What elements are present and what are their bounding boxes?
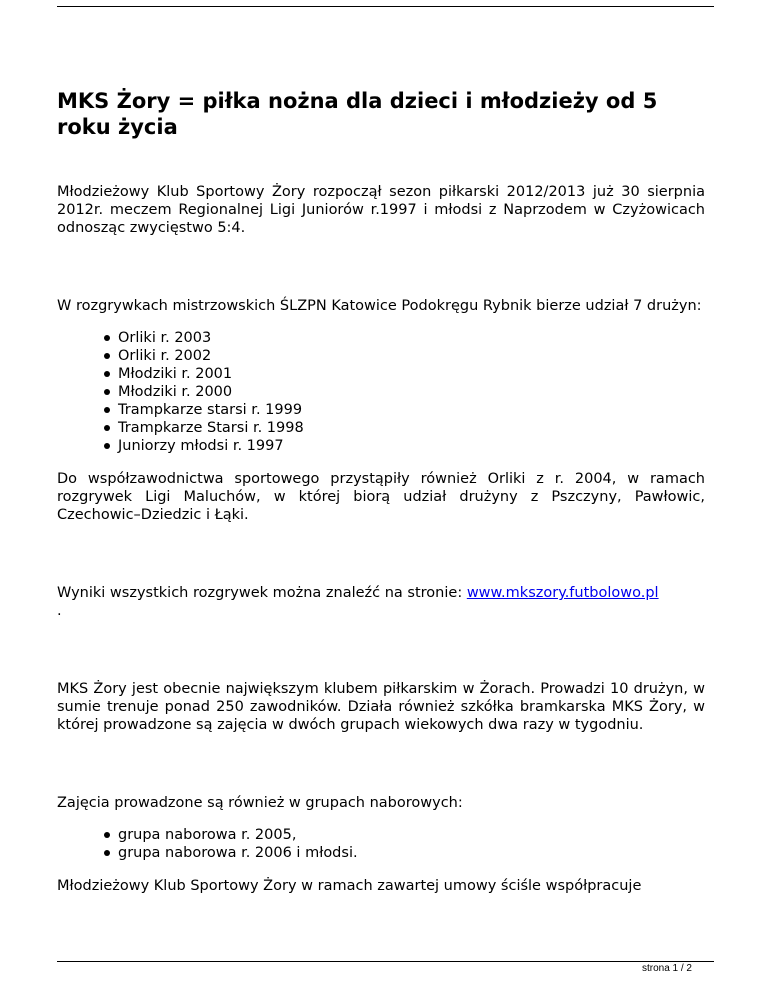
groups-list [57,826,705,862]
list-item: Orliki r. 2002 [118,347,705,365]
list-item: Trampkarze starsi r. 1999 [118,401,705,419]
list-item: grupa naborowa r. 2006 i młodsi. [118,844,705,862]
page-title: MKS Żory = piłka nożna dla dzieci i młodzieży od 5 roku życia [57,89,658,139]
paragraph-results [57,584,705,620]
paragraph-groups-intro: Zajęcia prowadzone są również w grupach naborowych: [57,795,463,811]
paragraph-orliki-2004: Do współzawodnictwa sportowego przystąpiły również Orliki z r. 2004, w ramach rozgrywek Ligi Maluchów, w której biorą udział drużyny z Pszczyny, Pawłowic, Czechowic–Dziedzic i Łąki. [57,471,705,523]
teams-list [57,329,705,455]
list-item: Juniorzy młodsi r. 1997 [118,437,705,455]
paragraph-season-start: Młodzieżowy Klub Sportowy Żory rozpoczął sezon piłkarski 2012/2013 już 30 sierpnia 2012r. meczem Regionalnej Ligi Juniorów r.1997 i młodsi z Naprzodem w Czyżowicach odnosząc zwycięstwo 5:4. [57,184,705,236]
page-number: strona 1 / 2 [641,963,692,974]
results-suffix: . [57,603,62,619]
paragraph-cooperation: Młodzieżowy Klub Sportowy Żory w ramach zawartej umowy ściśle współpracuje [57,878,642,894]
footer-rule [57,961,714,962]
paragraph-teams-intro: W rozgrywkach mistrzowskich ŚLZPN Katowice Podokręgu Rybnik bierze udział 7 drużyn: [57,298,702,314]
paragraph-club-info: MKS Żory jest obecnie największym klubem piłkarskim w Żorach. Prowadzi 10 drużyn, w sumie trenuje ponad 250 zawodników. Działa również szkółka bramkarska MKS Żory, w której prowadzone są zajęcia w dwóch grupach wiekowych dwa razy w tygodniu. [57,681,705,733]
list-item: Młodziki r. 2000 [118,383,705,401]
results-text: Wyniki wszystkich rozgrywek można znaleźć na stronie: [57,585,467,601]
list-item: Orliki r. 2003 [118,329,705,347]
results-link[interactable]: www.mkszory.futbolowo.pl [466,585,659,601]
list-item: Trampkarze Starsi r. 1998 [118,419,705,437]
list-item: Młodziki r. 2001 [118,365,705,383]
document-body [57,88,705,895]
header-rule [57,6,714,7]
list-item: grupa naborowa r. 2005, [118,826,705,844]
